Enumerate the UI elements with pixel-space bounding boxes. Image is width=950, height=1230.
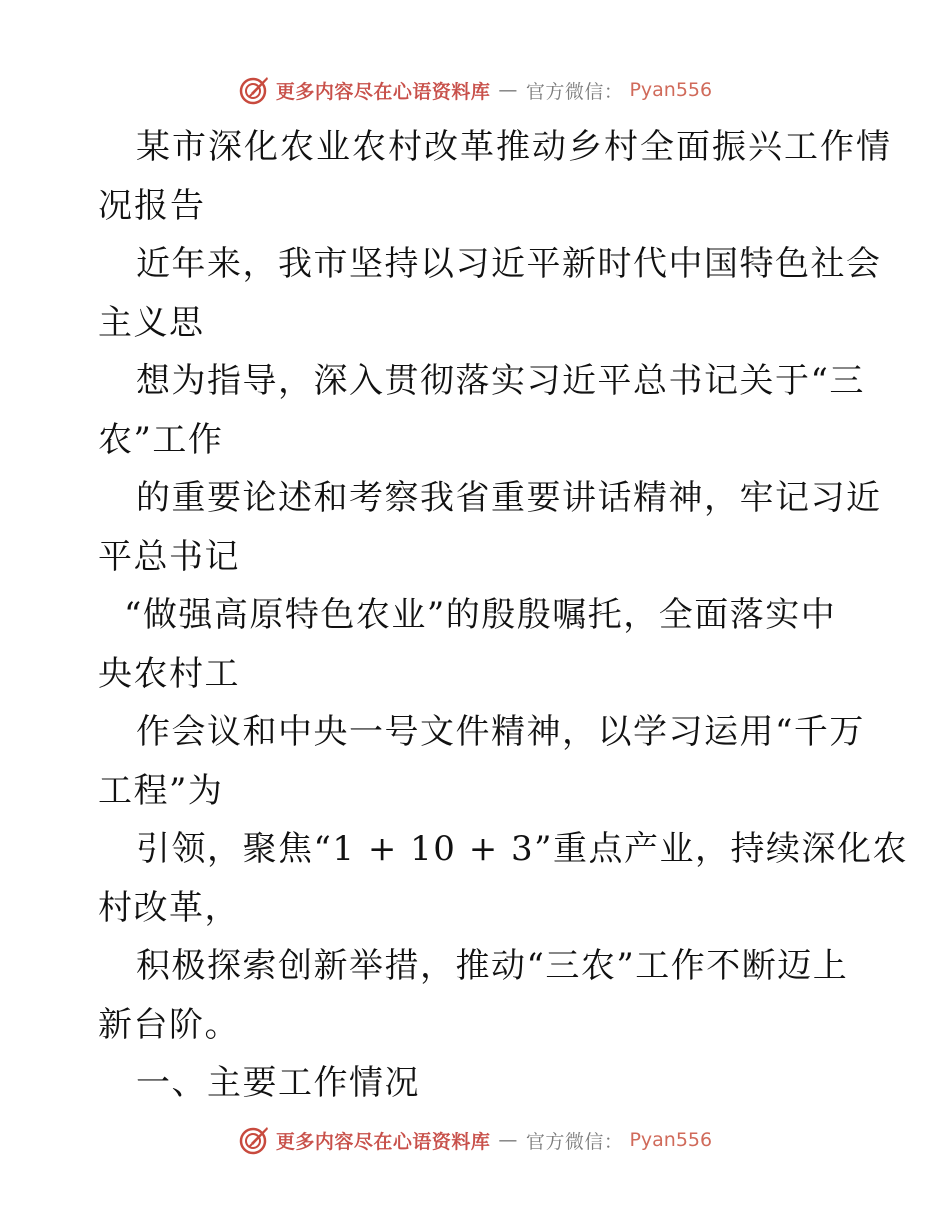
watermark-header [0,70,950,110]
paragraph-line: 的重要论述和考察我省重要讲话精神，牢记习近 [136,478,882,518]
document-title-line-1: 某市深化农业农村改革推动乡村全面振兴工作情 [136,127,892,167]
watermark-account: Pyan556 [629,79,713,101]
paragraph-line: 近年来，我市坚持以习近平新时代中国特色社会 [136,244,882,284]
watermark-footer [0,1120,950,1160]
paragraph-line: 工程”为 [98,770,224,811]
watermark-wechat-label: 官方微信： [525,1130,624,1153]
paragraph-line: 想为指导，深入贯彻落实习近平总书记关于“三 [136,361,865,401]
watermark-separator: — [498,79,518,101]
paragraph-line: 新台阶。 [98,1004,240,1045]
paragraph-line: “做强高原特色农业”的殷殷嘱托，全面落实中 [124,595,837,635]
paragraph-line: 农”工作 [98,419,224,460]
paragraph-line: 主义思 [98,302,205,343]
watermark-brand-text: 更多内容尽在心语资料库 [275,80,491,103]
paragraph-line: 作会议和中央一号文件精神，以学习运用“千万 [136,712,865,752]
document-title-line-2: 况报告 [98,185,206,226]
paragraph-line: 平总书记 [98,536,240,577]
paragraph-line: 央农村工 [98,653,240,694]
section-heading: 一、主要工作情况 [136,1063,420,1103]
watermark-separator: — [498,1129,518,1151]
paragraph-line: 村改革， [98,887,240,928]
watermark-wechat-label: 官方微信： [525,80,624,103]
document-body [98,118,908,1113]
paragraph-line: 引领，聚焦“1 + 10 + 3”重点产业，持续深化农 [136,829,908,869]
watermark-account: Pyan556 [629,1129,713,1151]
watermark-brand-text: 更多内容尽在心语资料库 [275,1130,491,1153]
quill-pen-logo-icon [238,1124,270,1156]
paragraph-line: 积极探索创新举措，推动“三农”工作不断迈上 [136,946,849,986]
quill-pen-logo-icon [238,74,270,106]
